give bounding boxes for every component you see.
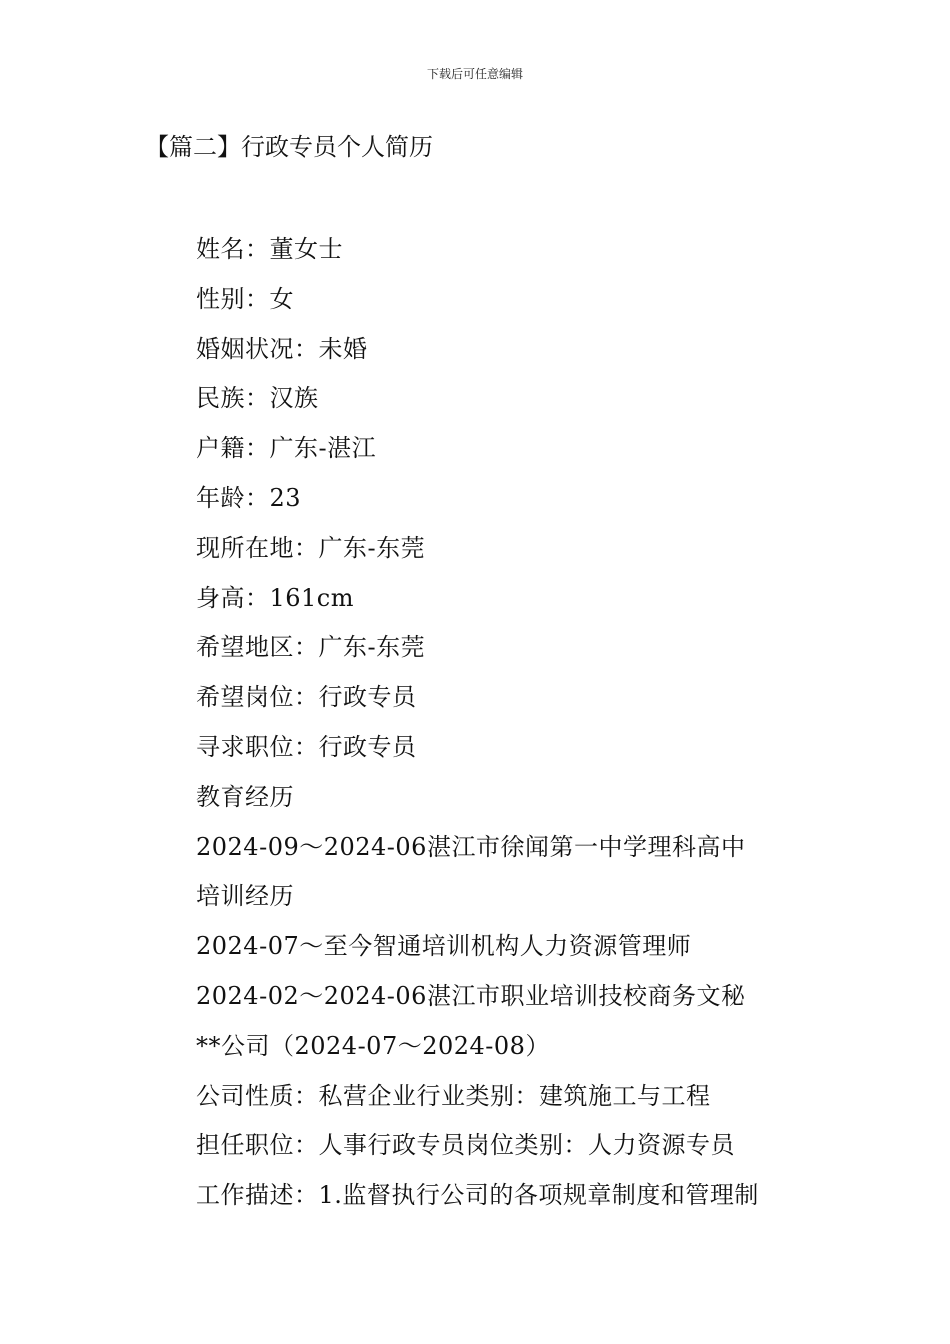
work-position: 担任职位：人事行政专员岗位类别：人力资源专员 xyxy=(196,1131,735,1160)
work-description: 工作描述：1.监督执行公司的各项规章制度和管理制 xyxy=(196,1181,759,1210)
resume-line-marital-status: 婚姻状况：未婚 xyxy=(196,334,368,363)
resume-line-desired-position: 希望岗位：行政专员 xyxy=(196,683,417,712)
training-entry: 2024-02～2024-06湛江市职业培训技校商务文秘 xyxy=(196,981,746,1010)
section-heading-training: 培训经历 xyxy=(196,882,294,911)
document-title: 【篇二】行政专员个人简历 xyxy=(145,133,433,161)
resume-body xyxy=(196,229,836,1225)
resume-line-household-registration: 户籍：广东-湛江 xyxy=(196,434,377,463)
page-header-note: 下载后可任意编辑 xyxy=(426,67,523,81)
resume-line-ethnicity: 民族：汉族 xyxy=(196,384,319,413)
resume-line-name: 姓名：董女士 xyxy=(196,235,343,263)
work-company-entry: **公司（2024-07～2024-08） xyxy=(196,1031,550,1060)
resume-line-desired-region: 希望地区：广东-东莞 xyxy=(196,633,426,662)
resume-line-sought-position: 寻求职位：行政专员 xyxy=(196,732,417,761)
section-heading-education: 教育经历 xyxy=(196,782,294,811)
resume-line-gender: 性别：女 xyxy=(196,284,294,313)
education-entry: 2024-09～2024-06湛江市徐闻第一中学理科高中 xyxy=(196,832,746,861)
resume-line-height: 身高：161cm xyxy=(196,583,355,612)
training-entry: 2024-07～至今智通培训机构人力资源管理师 xyxy=(196,932,692,961)
resume-line-current-location: 现所在地：广东-东莞 xyxy=(196,533,426,562)
resume-line-age: 年龄：23 xyxy=(196,483,302,512)
work-company-nature: 公司性质：私营企业行业类别：建筑施工与工程 xyxy=(196,1081,711,1110)
